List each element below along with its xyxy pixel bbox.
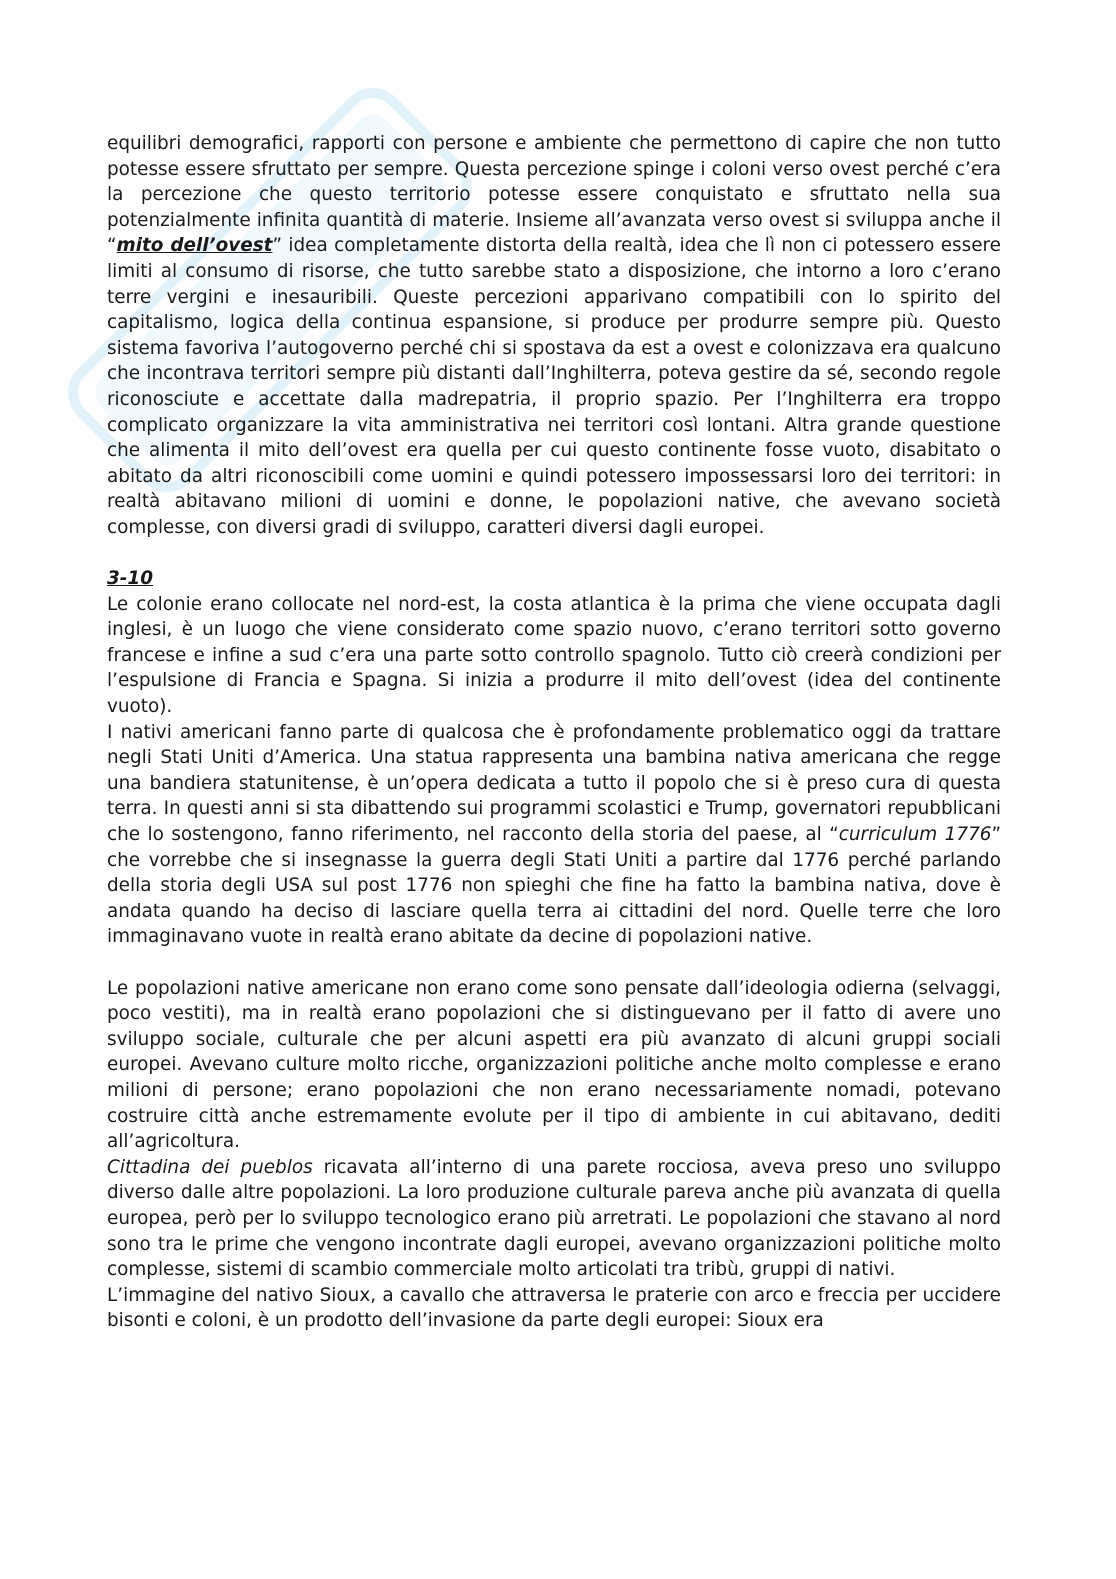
document-page [107,131,1001,1334]
italic-pueblos: Cittadina dei pueblos [107,1156,313,1178]
paragraph-3: I nativi americani fanno parte di qualcosa che è profondamente problematico oggi da trattare negli Stati Uniti d’America. Una statua rappresenta una bambina nativa americana che regge una bandiera statunitense, è un’opera dedicata a tutto il popolo che si è preso cura di questa terra. In questi anni si sta dibattendo sui programmi scolastici e Trump, governatori repubblicani che lo sostengono, fanno riferimento, nel racconto della storia del paese, al “curriculum 1776” che vorrebbe che si insegnasse la guerra degli Stati Uniti a partire dal 1776 perché parlando della storia degli USA sul post 1776 non spieghi che fine ha fatto la bambina nativa, dove è andata quando ha deciso di lasciare quella terra ai cittadini del nord. Quelle terre che loro immaginavano vuote in realtà erano abitate da decine di popolazioni native. [107,721,1001,948]
paragraph-4: Le popolazioni native americane non erano come sono pensate dall’ideologia odierna (selvaggi, poco vestiti), ma in realtà erano popolazioni che si distinguevano per il fatto di avere uno sviluppo sociale, culturale che per alcuni aspetti era più avanzato di alcuni gruppi sociali europei. Avevano culture molto ricche, organizzazioni politiche anche molto complesse e erano milioni di persone; erano popolazioni che non erano necessariamente nomadi, potevano costruire città anche estremamente evolute per il tipo di ambiente in cui abitavano, dediti all’agricoltura. [107,977,1001,1153]
paragraph-1: equilibri demografici, rapporti con persone e ambiente che permettono di capire che non tutto potesse essere sfruttato per sempre. Questa percezione spinge i coloni verso ovest perché c’era la percezione che questo territorio potesse essere conquistato e sfruttato nella sua potenzialmente infinita quantità di materie. Insieme all’avanzata verso ovest si sviluppa anche il “mito dell’ovest” idea completamente distorta della realtà, idea che lì non ci potessero essere limiti al consumo di risorse, che tutto sarebbe stato a disposizione, che intorno a loro c’erano terre vergini e inesauribili. Queste percezioni apparivano compatibili con lo spirito del capitalismo, logica della continua espansione, si produce per produrre sempre più. Questo sistema favoriva l’autogoverno perché chi si spostava da est a ovest e colonizzava era qualcuno che incontrava territori sempre più distanti dall’Inghilterra, poteva gestire da sé, secondo regole riconosciute e accettate dalla madrepatria, il proprio spazio. Per l’Inghilterra era troppo complicato organizzare la vita amministrativa nei territori così lontani. Altra grande questione che alimenta il mito dell’ovest era quella per cui questo continente fosse vuoto, disabitato o abitato da altri riconoscibili come uomini e quindi potessero impossessarsi loro dei territori: in realtà abitavano milioni di uomini e donne, le popolazioni native, che avevano società complesse, con diversi gradi di sviluppo, caratteri diversi dagli europei. [107,133,1001,538]
section-heading: 3-10 [107,568,154,590]
paragraph-5: Cittadina dei pueblos ricavata all’interno di una parete rocciosa, aveva preso uno sviluppo diverso dalle altre popolazioni. La loro produzione culturale pareva anche più avanzata di quella europea, però per lo sviluppo tecnologico erano più arretrati. Le popolazioni che stavano al nord sono tra le prime che vengono incontrate dagli europei, avevano organizzazioni politiche molto complesse, sistemi di scambio commerciale molto articolati tra tribù, gruppi di nativi. [107,1156,1001,1281]
paragraph-2: Le colonie erano collocate nel nord-est, la costa atlantica è la prima che viene occupata dagli inglesi, è un luogo che viene considerato come spazio nuovo, c’erano territori sotto governo francese e infine a sud c’era una parte sotto controllo spagnolo. Tutto ciò creerà condizioni per l’espulsione di Francia e Spagna. Si inizia a produrre il mito dell’ovest (idea del continente vuoto). [107,593,1001,718]
paragraph-6: L’immagine del nativo Sioux, a cavallo che attraversa le praterie con arco e freccia per uccidere bisonti e coloni, è un prodotto dell’invasione da parte degli europei: Sioux era [107,1284,1001,1332]
emphasis-mito-dell-ovest: mito dell’ovest [116,235,273,257]
italic-curriculum: curriculum 1776 [838,824,992,846]
